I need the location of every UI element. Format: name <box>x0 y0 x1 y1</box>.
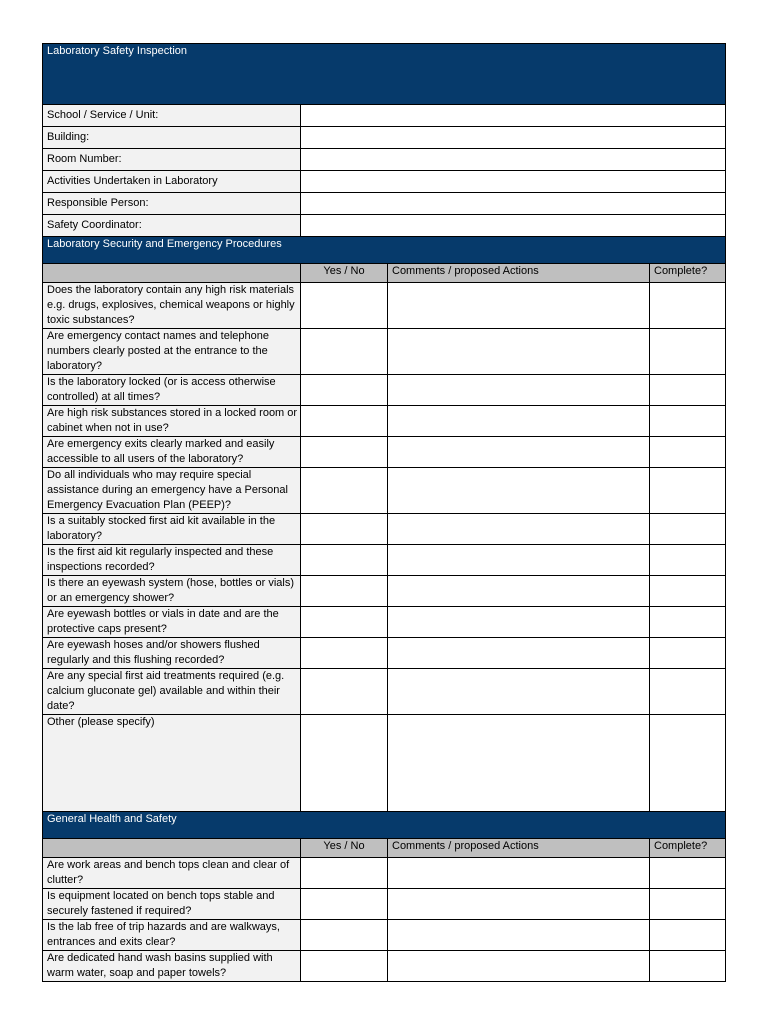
complete-cell[interactable] <box>650 437 726 468</box>
question-text: Does the laboratory contain any high risk materials e.g. drugs, explosives, chemical weapons or highly toxic substances? <box>43 283 301 329</box>
question-row <box>43 607 726 638</box>
complete-cell[interactable] <box>650 406 726 437</box>
form-title-row <box>43 44 726 105</box>
question-text-other: Other (please specify) <box>43 715 301 812</box>
complete-cell[interactable] <box>650 889 726 920</box>
comments-cell[interactable] <box>388 283 650 329</box>
question-text: Are dedicated hand wash basins supplied with warm water, soap and paper towels? <box>43 951 301 982</box>
complete-cell[interactable] <box>650 669 726 715</box>
comments-cell[interactable] <box>388 437 650 468</box>
question-row <box>43 375 726 406</box>
question-text: Are any special first aid treatments required (e.g. calcium gluconate gel) available and within their date? <box>43 669 301 715</box>
question-text: Are emergency contact names and telephone numbers clearly posted at the entrance to the laboratory? <box>43 329 301 375</box>
info-value-building[interactable] <box>301 127 726 149</box>
yes-no-cell[interactable] <box>301 576 388 607</box>
info-label-room-number: Room Number: <box>43 149 301 171</box>
yes-no-cell[interactable] <box>301 375 388 406</box>
comments-cell[interactable] <box>388 375 650 406</box>
comments-cell[interactable] <box>388 920 650 951</box>
comments-cell[interactable] <box>388 858 650 889</box>
comments-cell[interactable] <box>388 951 650 982</box>
info-row <box>43 105 726 127</box>
info-label-responsible-person: Responsible Person: <box>43 193 301 215</box>
info-label-building: Building: <box>43 127 301 149</box>
question-row <box>43 514 726 545</box>
complete-cell[interactable] <box>650 545 726 576</box>
column-header-complete: Complete? <box>650 264 726 283</box>
comments-cell[interactable] <box>388 468 650 514</box>
column-header-row <box>43 839 726 858</box>
yes-no-cell[interactable] <box>301 283 388 329</box>
question-text: Is the laboratory locked (or is access otherwise controlled) at all times? <box>43 375 301 406</box>
question-row-other <box>43 715 726 812</box>
question-text: Is the first aid kit regularly inspected and these inspections recorded? <box>43 545 301 576</box>
section-title-security: Laboratory Security and Emergency Procedures <box>43 237 726 264</box>
yes-no-cell[interactable] <box>301 329 388 375</box>
column-header-row <box>43 264 726 283</box>
complete-cell[interactable] <box>650 638 726 669</box>
yes-no-cell[interactable] <box>301 607 388 638</box>
question-row <box>43 858 726 889</box>
inspection-form <box>42 43 726 982</box>
info-value-school[interactable] <box>301 105 726 127</box>
question-row <box>43 951 726 982</box>
complete-cell[interactable] <box>650 468 726 514</box>
question-text: Is a suitably stocked first aid kit available in the laboratory? <box>43 514 301 545</box>
comments-cell[interactable] <box>388 406 650 437</box>
yes-no-cell[interactable] <box>301 951 388 982</box>
complete-cell[interactable] <box>650 283 726 329</box>
yes-no-cell[interactable] <box>301 468 388 514</box>
info-label-activities: Activities Undertaken in Laboratory <box>43 171 301 193</box>
question-row <box>43 576 726 607</box>
complete-cell[interactable] <box>650 858 726 889</box>
column-header-comments: Comments / proposed Actions <box>388 264 650 283</box>
question-row <box>43 406 726 437</box>
yes-no-cell[interactable] <box>301 920 388 951</box>
section-header-row <box>43 237 726 264</box>
info-label-school: School / Service / Unit: <box>43 105 301 127</box>
column-header-comments: Comments / proposed Actions <box>388 839 650 858</box>
info-value-responsible-person[interactable] <box>301 193 726 215</box>
info-row <box>43 149 726 171</box>
yes-no-cell[interactable] <box>301 858 388 889</box>
yes-no-cell[interactable] <box>301 889 388 920</box>
column-header-complete: Complete? <box>650 839 726 858</box>
complete-cell[interactable] <box>650 514 726 545</box>
question-text: Are emergency exits clearly marked and easily accessible to all users of the laboratory? <box>43 437 301 468</box>
yes-no-cell[interactable] <box>301 514 388 545</box>
yes-no-cell[interactable] <box>301 545 388 576</box>
complete-cell[interactable] <box>650 375 726 406</box>
question-text: Are work areas and bench tops clean and clear of clutter? <box>43 858 301 889</box>
comments-cell[interactable] <box>388 889 650 920</box>
comments-cell[interactable] <box>388 329 650 375</box>
question-row <box>43 920 726 951</box>
question-row <box>43 638 726 669</box>
comments-cell[interactable] <box>388 545 650 576</box>
complete-cell[interactable] <box>650 607 726 638</box>
yes-no-cell[interactable] <box>301 669 388 715</box>
info-row <box>43 127 726 149</box>
comments-cell[interactable] <box>388 514 650 545</box>
column-header-yes-no: Yes / No <box>301 264 388 283</box>
info-value-room-number[interactable] <box>301 149 726 171</box>
question-text: Are eyewash hoses and/or showers flushed regularly and this flushing recorded? <box>43 638 301 669</box>
column-header-question <box>43 839 301 858</box>
comments-cell[interactable] <box>388 669 650 715</box>
section-header-row <box>43 812 726 839</box>
question-text: Are high risk substances stored in a locked room or cabinet when not in use? <box>43 406 301 437</box>
column-header-question <box>43 264 301 283</box>
section-title-general: General Health and Safety <box>43 812 726 839</box>
complete-cell[interactable] <box>650 576 726 607</box>
comments-cell[interactable] <box>388 607 650 638</box>
comments-cell[interactable] <box>388 638 650 669</box>
comments-cell[interactable] <box>388 576 650 607</box>
question-text: Do all individuals who may require special assistance during an emergency have a Personal Emergency Evacuation Plan (PEEP)? <box>43 468 301 514</box>
question-text: Is there an eyewash system (hose, bottles or vials) or an emergency shower? <box>43 576 301 607</box>
question-row <box>43 889 726 920</box>
complete-cell[interactable] <box>650 951 726 982</box>
info-row <box>43 215 726 237</box>
yes-no-cell[interactable] <box>301 437 388 468</box>
complete-cell[interactable] <box>650 715 726 812</box>
question-row <box>43 437 726 468</box>
question-row <box>43 468 726 514</box>
info-row <box>43 193 726 215</box>
complete-cell[interactable] <box>650 329 726 375</box>
question-row <box>43 329 726 375</box>
info-value-safety-coordinator[interactable] <box>301 215 726 237</box>
column-header-yes-no: Yes / No <box>301 839 388 858</box>
info-value-activities[interactable] <box>301 171 726 193</box>
yes-no-cell[interactable] <box>301 406 388 437</box>
yes-no-cell[interactable] <box>301 715 388 812</box>
complete-cell[interactable] <box>650 920 726 951</box>
question-row <box>43 283 726 329</box>
question-text: Is equipment located on bench tops stable and securely fastened if required? <box>43 889 301 920</box>
form-title: Laboratory Safety Inspection <box>43 44 726 105</box>
question-text: Is the lab free of trip hazards and are walkways, entrances and exits clear? <box>43 920 301 951</box>
comments-cell[interactable] <box>388 715 650 812</box>
question-row <box>43 669 726 715</box>
question-text: Are eyewash bottles or vials in date and are the protective caps present? <box>43 607 301 638</box>
question-row <box>43 545 726 576</box>
yes-no-cell[interactable] <box>301 638 388 669</box>
info-label-safety-coordinator: Safety Coordinator: <box>43 215 301 237</box>
info-row <box>43 171 726 193</box>
